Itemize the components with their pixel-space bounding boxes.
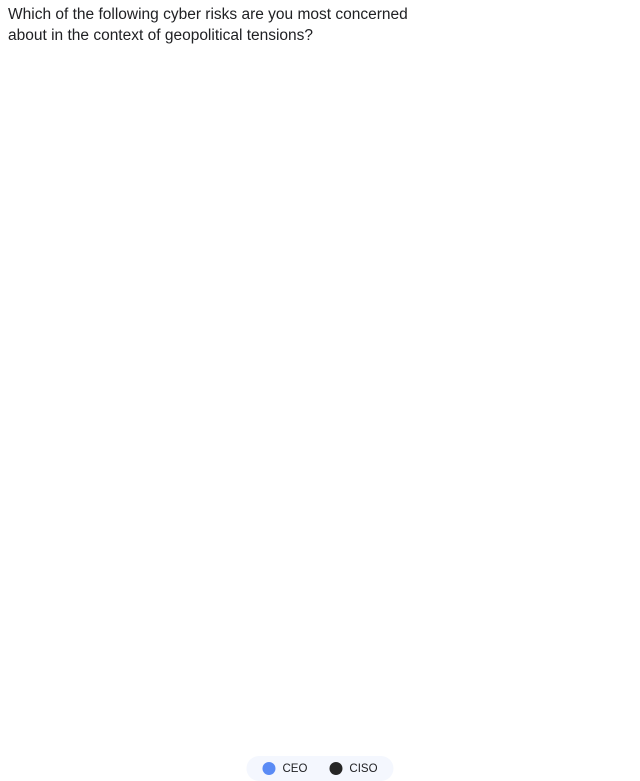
legend-item-ceo (262, 762, 307, 775)
title-line-1: Which of the following cyber risks are you most concerned (8, 6, 408, 23)
plot-area (174, 68, 604, 651)
bar-chart (0, 62, 640, 775)
page-title (8, 4, 608, 46)
legend-item-ciso (329, 762, 377, 775)
title-line-2: about in the context of geopolitical tensions? (8, 27, 314, 44)
legend-dot-icon-ceo (262, 762, 275, 775)
legend-dot-icon-ciso (329, 762, 342, 775)
chart-legend (246, 756, 393, 781)
legend-label-ceo: CEO (282, 762, 308, 775)
legend-label-ciso: CISO (349, 762, 378, 775)
category-labels (0, 68, 174, 651)
